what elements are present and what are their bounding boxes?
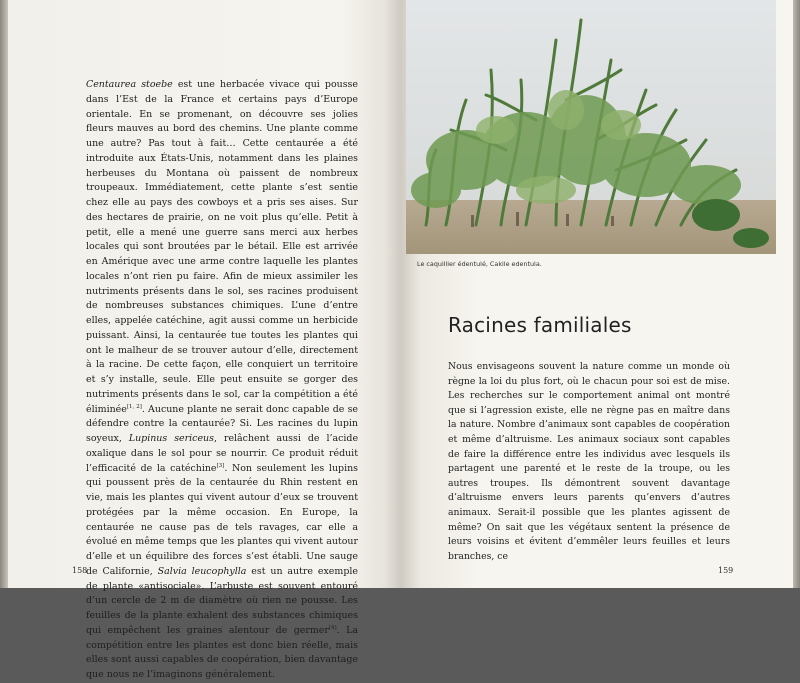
species-name: Salvia leucophylla bbox=[157, 565, 247, 577]
caption-common-name: Le caquillier édentulé, Cakile edentula. bbox=[417, 260, 542, 268]
text-run: . La compétition entre les plantes est donc bien réelle, mais elles sont aussi capables de coopération, bien davantage que nous ne l’imaginons généralement. bbox=[86, 624, 359, 680]
text-run: est une herbacée vivace qui pousse dans l’Est de la France et certains pays d’Europe orientale. En se promenant, on découvre ses jolies fleurs mauves au bord des chemins. Une plante comme une autre? Pas tout à fait… Cette centaurée a été introduite aux États-Unis, notamment dans les plaines herbeuses du Montana où paissent de nombreux troupeaux. Immédiatement, cette plante s’est sentie chez elle au pays des cowboys et a pris ses aises. Sur des hectares de prairie, on ne voit plus qu’elle. Petit à petit, elle a mené une guerre sans merci aux herbes locales qui sont broutées par le bétail. Elle est arrivée en Amérique avec une arme contre laquelle les plantes locales n’ont rien pu faire. Afin de mieux assimiler les nutriments présents dans le sol, ses racines produisent de nombreuses substances chimiques. L’une d’entre elles, appelée catéchine, agit aussi comme un herbicide puissant. Ainsi, la centaurée tue toutes les plantes qui ont le malheur de se trouver autour d’elle, directement à la racine. De cette façon, elle conquiert un territoire et s’y installe, seule. Elle peut ensuite se gorger des nutriments présents dans le sol, car la compétition a été éliminée bbox=[86, 79, 358, 415]
text-run: est un autre exemple de plante «antisociale». L’arbuste est souvent entouré d’un cercle de 2 m de diamètre où rien ne pousse. Les feuilles de la plante exhalent des substances chimiques qui empêchent les graines alentour de germer bbox=[86, 565, 358, 636]
page-number-left: 158 bbox=[72, 566, 88, 575]
plant-photo bbox=[406, 0, 776, 254]
reference-note: [1, 2] bbox=[126, 403, 142, 410]
species-name: Centaurea stoebe bbox=[86, 79, 173, 90]
left-body-text bbox=[86, 78, 358, 683]
text-run: , relâchent aussi de l’acide oxalique dans le sol pour se nourrir. Ce produit réduit l’efficacité de la catéchine bbox=[86, 433, 359, 474]
right-body-text: Nous envisageons souvent la nature comme un monde où règne la loi du plus fort, où le chacun pour soi est de mise. Les recherches sur le comportement animal ont montré que si l’agression existe, elle ne règne pas en maître dans la nature. Nombre d’animaux sont capables de coopération et même d’altruisme. Les animaux sociaux sont capables de faire la différence entre les individus avec lesquels ils partagent une parenté et le reste de la troupe, ou les autres troupes. Ils démontrent souvent davantage d’altruisme envers leurs parents qu’envers d’autres animaux. Serait-il possible que les plantes agissent de même? On sait que les végétaux sentent la présence de leurs voisins et évitent d’emmêler leurs feuilles et leurs branches, ce bbox=[448, 361, 730, 562]
reference-note: [4] bbox=[328, 624, 337, 631]
section-title: Racines familiales bbox=[448, 313, 632, 337]
species-name: Lupinus sericeus bbox=[128, 433, 214, 444]
photo-caption bbox=[417, 260, 757, 268]
reference-note: [3] bbox=[216, 462, 225, 469]
page-number-right: 159 bbox=[718, 566, 734, 575]
book-edge-right bbox=[793, 0, 800, 588]
text-run: . Aucune plante ne serait donc capable de se défendre contre la centaurée? Si. Les racines du lupin soyeux, bbox=[86, 403, 358, 444]
book-edge-left bbox=[0, 0, 8, 588]
text-run: . Non seulement les lupins qui poussent près de la centaurée du Rhin restent en vie, mais les plantes qui vivent autour d’eux se trouvent protégées par la même occasion. En Europe, la centaurée ne cause pas de tels ravages, car elle a évolué en même temps que les plantes qui vivent autour d’elle et un équilibre des forces s’est établi. Une sauge de Californie, bbox=[86, 462, 359, 577]
sea-rocket-plant-illustration bbox=[406, 0, 776, 254]
